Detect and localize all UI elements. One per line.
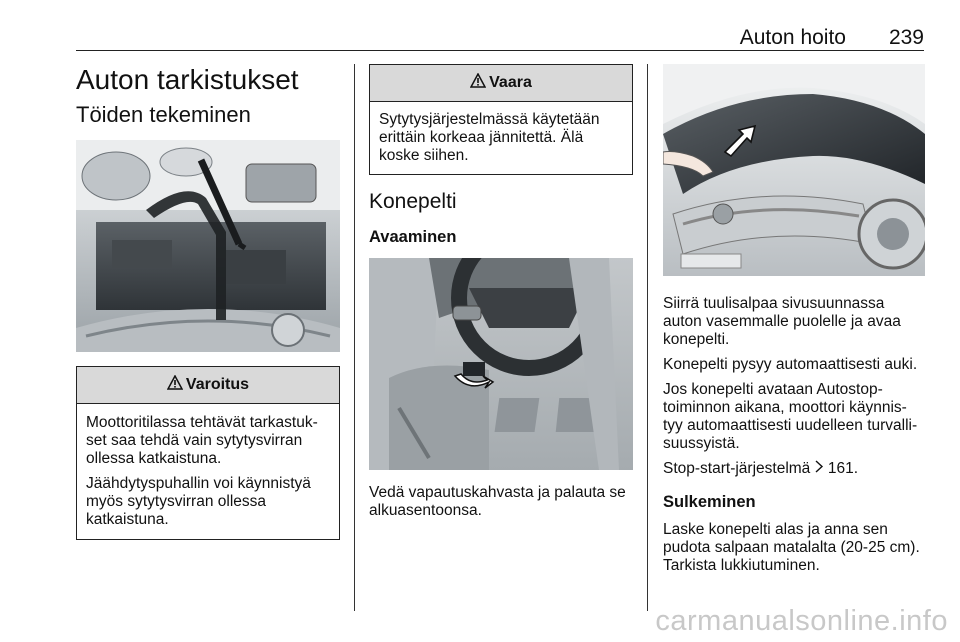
warning-box bbox=[76, 366, 340, 540]
danger-box bbox=[369, 64, 633, 175]
danger-title: Vaara bbox=[489, 74, 532, 91]
header-rule bbox=[76, 50, 924, 51]
watermark: carmanualsonline.info bbox=[655, 605, 948, 637]
page-ref-arrow-icon bbox=[815, 460, 824, 478]
instruction-paragraph: Siirrä tuulisalpaa sivusuunnassa auton vasemmalle puolelle ja avaa konepelti. bbox=[663, 295, 901, 348]
cross-reference bbox=[663, 460, 925, 478]
warning-title-bar bbox=[77, 367, 339, 404]
warning-paragraph: Jäähdytyspuhallin voi käynnistyä myös sytytysvirran ollessa katkaistuna. bbox=[86, 475, 311, 528]
danger-title-bar bbox=[370, 65, 632, 102]
hood-heading: Konepelti bbox=[369, 190, 457, 213]
instruction-paragraph: Jos konepelti avataan Autostop-toiminnon aikana, moottori käynnis-tyy automaattisesti uudelleen turvalli-suussyistä. bbox=[663, 381, 918, 452]
warning-triangle-icon bbox=[167, 375, 183, 395]
page-header bbox=[76, 26, 924, 50]
column-3 bbox=[663, 64, 925, 575]
page-number: 239 bbox=[888, 26, 924, 49]
column-divider-1 bbox=[354, 64, 355, 611]
column-2 bbox=[369, 64, 633, 520]
release-lever-illustration bbox=[369, 258, 633, 470]
page-title: Auton tarkistukset bbox=[76, 64, 299, 95]
danger-text: Sytytysjärjestelmässä käytetään erittäin korkeaa jännitettä. Älä koske siihen. bbox=[379, 111, 600, 164]
section-title: Auton hoito bbox=[739, 26, 846, 49]
section-subtitle: Töiden tekeminen bbox=[76, 102, 251, 127]
instruction-paragraph: Konepelti pysyy automaattisesti auki. bbox=[663, 356, 918, 373]
engine-bay-illustration bbox=[76, 140, 340, 352]
warning-paragraph: Moottoritilassa tehtävät tarkastuk-set saa tehdä vain sytytysvirran ollessa katkaistuna. bbox=[86, 414, 318, 467]
closing-text: Laske konepelti alas ja anna sen pudota salpaan matalalta (20-25 cm). Tarkista lukkiutuminen. bbox=[663, 521, 920, 574]
release-caption: Vedä vapautuskahvasta ja palauta se alkuasentoonsa. bbox=[369, 484, 626, 519]
xref-text: Stop-start-järjestelmä bbox=[663, 460, 811, 477]
warning-title: Varoitus bbox=[185, 376, 250, 393]
closing-heading: Sulkeminen bbox=[663, 493, 756, 511]
column-1 bbox=[76, 64, 340, 540]
danger-triangle-icon bbox=[470, 73, 486, 93]
xref-page: 161. bbox=[827, 460, 859, 477]
opening-subheading: Avaaminen bbox=[369, 228, 457, 246]
hood-latch-illustration bbox=[663, 64, 925, 276]
column-divider-2 bbox=[647, 64, 648, 611]
